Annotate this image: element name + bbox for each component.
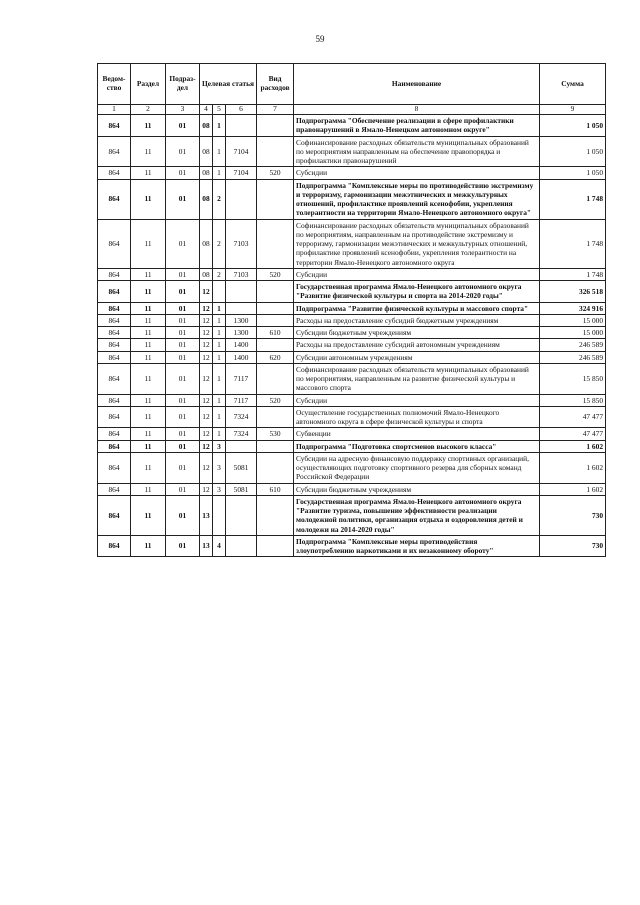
cell-naimenovanie: Субсидии автономным учреждениям	[294, 351, 540, 363]
cell-vid-rashodov: 620	[257, 351, 294, 363]
cell-razdel: 11	[131, 406, 166, 428]
cell-summa: 15 850	[540, 363, 606, 394]
cell-podrazdel: 01	[166, 339, 200, 351]
cell-target-code	[226, 281, 257, 303]
cell-target-program: 12	[200, 394, 213, 406]
cell-summa: 15 000	[540, 314, 606, 326]
cell-target-program: 08	[200, 136, 213, 167]
cell-vedomstvo: 864	[98, 219, 131, 268]
header-row	[98, 64, 606, 105]
cell-vedomstvo: 864	[98, 167, 131, 179]
cell-vid-rashodov	[257, 440, 294, 452]
column-numbers-row	[98, 105, 606, 115]
cell-vedomstvo: 864	[98, 440, 131, 452]
cell-target-subprogram: 3	[213, 440, 226, 452]
cell-vid-rashodov: 530	[257, 428, 294, 440]
table-body	[98, 115, 606, 557]
cell-vid-rashodov	[257, 339, 294, 351]
cell-vid-rashodov: 610	[257, 483, 294, 495]
cell-vedomstvo: 864	[98, 179, 131, 219]
cell-naimenovanie: Подпрограмма "Комплексные меры противодействия злоупотреблению наркотиками и их незаконному обороту"	[294, 535, 540, 557]
cell-target-code: 1300	[226, 327, 257, 339]
cell-razdel: 11	[131, 495, 166, 535]
cell-podrazdel: 01	[166, 440, 200, 452]
table-row	[98, 268, 606, 280]
table-row	[98, 351, 606, 363]
cell-summa: 1 602	[540, 452, 606, 483]
cell-target-code	[226, 179, 257, 219]
cell-razdel: 11	[131, 440, 166, 452]
cell-vid-rashodov	[257, 281, 294, 303]
cell-vid-rashodov	[257, 363, 294, 394]
cell-target-subprogram: 1	[213, 314, 226, 326]
cell-naimenovanie: Подпрограмма "Подготовка спортсменов высокого класса"	[294, 440, 540, 452]
cell-summa: 1 748	[540, 268, 606, 280]
cell-vid-rashodov	[257, 302, 294, 314]
column-number: 9	[540, 105, 606, 115]
cell-podrazdel: 01	[166, 302, 200, 314]
cell-vedomstvo: 864	[98, 428, 131, 440]
cell-summa: 1 602	[540, 483, 606, 495]
cell-vedomstvo: 864	[98, 115, 131, 137]
cell-podrazdel: 01	[166, 495, 200, 535]
cell-target-subprogram: 1	[213, 394, 226, 406]
cell-razdel: 11	[131, 314, 166, 326]
cell-podrazdel: 01	[166, 452, 200, 483]
cell-target-program: 12	[200, 339, 213, 351]
cell-target-program: 12	[200, 406, 213, 428]
cell-podrazdel: 01	[166, 115, 200, 137]
cell-target-subprogram	[213, 495, 226, 535]
cell-razdel: 11	[131, 363, 166, 394]
cell-target-subprogram: 4	[213, 535, 226, 557]
cell-razdel: 11	[131, 281, 166, 303]
cell-naimenovanie: Государственная программа Ямало-Ненецкого автономного округа "Развитие физической культуры и спорта на 2014-2020 годы"	[294, 281, 540, 303]
budget-table	[97, 63, 606, 557]
cell-razdel: 11	[131, 327, 166, 339]
cell-target-subprogram: 3	[213, 483, 226, 495]
cell-razdel: 11	[131, 483, 166, 495]
column-number: 2	[131, 105, 166, 115]
cell-target-program: 12	[200, 327, 213, 339]
column-number: 6	[226, 105, 257, 115]
column-number: 7	[257, 105, 294, 115]
cell-target-program: 12	[200, 314, 213, 326]
cell-podrazdel: 01	[166, 281, 200, 303]
table-row	[98, 406, 606, 428]
table-row	[98, 428, 606, 440]
cell-razdel: 11	[131, 167, 166, 179]
cell-summa: 47 477	[540, 406, 606, 428]
cell-target-code: 7104	[226, 136, 257, 167]
cell-vid-rashodov: 520	[257, 167, 294, 179]
cell-target-subprogram: 1	[213, 167, 226, 179]
cell-summa: 1 050	[540, 167, 606, 179]
cell-target-code	[226, 535, 257, 557]
table-row	[98, 179, 606, 219]
cell-vid-rashodov	[257, 115, 294, 137]
cell-summa: 1 050	[540, 115, 606, 137]
cell-vid-rashodov	[257, 406, 294, 428]
cell-target-code: 7103	[226, 219, 257, 268]
cell-target-subprogram: 1	[213, 351, 226, 363]
cell-target-program: 12	[200, 281, 213, 303]
cell-vid-rashodov: 520	[257, 394, 294, 406]
column-number: 5	[213, 105, 226, 115]
cell-podrazdel: 01	[166, 351, 200, 363]
cell-razdel: 11	[131, 339, 166, 351]
cell-target-program: 08	[200, 268, 213, 280]
cell-target-subprogram: 1	[213, 327, 226, 339]
cell-vedomstvo: 864	[98, 495, 131, 535]
cell-target-subprogram: 3	[213, 452, 226, 483]
cell-naimenovanie: Подпрограмма "Обеспечение реализации в сфере профилактики правонарушений в Ямало-Ненецком автономном округе"	[294, 115, 540, 137]
cell-naimenovanie: Подпрограмма "Комплексные меры по противодействию экстремизму и терроризму, гармонизации межэтнических и межкультурных отношений, профилактике проявлений ксенофобии, укрепления толерантности на территории Ямало-Ненецкого автономного округа"	[294, 179, 540, 219]
header-vid-rashodov: Вид расходов	[257, 64, 294, 105]
cell-summa: 246 589	[540, 351, 606, 363]
cell-naimenovanie: Софинансирование расходных обязательств муниципальных образований по мероприятиям, направленным на развитие физической культуры и массового спорта	[294, 363, 540, 394]
cell-vedomstvo: 864	[98, 394, 131, 406]
cell-target-code: 7104	[226, 167, 257, 179]
cell-vedomstvo: 864	[98, 363, 131, 394]
header-celevaya-statya: Целевая статья	[200, 64, 257, 105]
cell-target-subprogram: 1	[213, 115, 226, 137]
cell-razdel: 11	[131, 351, 166, 363]
cell-naimenovanie: Расходы на предоставление субсидий бюджетным учреждениям	[294, 314, 540, 326]
table-row	[98, 339, 606, 351]
column-number: 8	[294, 105, 540, 115]
cell-target-subprogram: 1	[213, 136, 226, 167]
cell-vid-rashodov	[257, 535, 294, 557]
cell-target-code: 5081	[226, 483, 257, 495]
column-number: 3	[166, 105, 200, 115]
cell-target-subprogram: 1	[213, 363, 226, 394]
cell-vedomstvo: 864	[98, 535, 131, 557]
cell-vedomstvo: 864	[98, 339, 131, 351]
cell-summa: 1 748	[540, 219, 606, 268]
cell-podrazdel: 01	[166, 268, 200, 280]
cell-naimenovanie: Подпрограмма "Развитие физической культуры и массового спорта"	[294, 302, 540, 314]
cell-vedomstvo: 864	[98, 302, 131, 314]
cell-target-subprogram: 2	[213, 268, 226, 280]
cell-target-code	[226, 440, 257, 452]
table-row	[98, 535, 606, 557]
table-row	[98, 115, 606, 137]
cell-razdel: 11	[131, 136, 166, 167]
cell-summa: 324 916	[540, 302, 606, 314]
cell-vedomstvo: 864	[98, 314, 131, 326]
cell-razdel: 11	[131, 428, 166, 440]
cell-naimenovanie: Государственная программа Ямало-Ненецкого автономного округа "Развитие туризма, повышение эффективности реализации молодежной политики, организация отдыха и оздоровления детей и молодежи на 2014-2020 годы"	[294, 495, 540, 535]
cell-summa: 246 589	[540, 339, 606, 351]
header-podrazdel: Подраз-дел	[166, 64, 200, 105]
cell-naimenovanie: Софинансирование расходных обязательств муниципальных образований по мероприятиям, направленным на противодействие экстремизму и терроризму, гармонизации межэтнических и межкультурных отношений, профилактике проявлений ксенофобии, укрепления толерантности на территории Ямало-Ненецкого автономного округа	[294, 219, 540, 268]
table-row	[98, 394, 606, 406]
cell-vedomstvo: 864	[98, 406, 131, 428]
cell-target-subprogram: 1	[213, 339, 226, 351]
cell-summa: 47 477	[540, 428, 606, 440]
cell-target-code: 5081	[226, 452, 257, 483]
cell-summa: 730	[540, 495, 606, 535]
cell-target-subprogram: 1	[213, 428, 226, 440]
table-row	[98, 167, 606, 179]
cell-razdel: 11	[131, 394, 166, 406]
cell-podrazdel: 01	[166, 535, 200, 557]
cell-summa: 1 602	[540, 440, 606, 452]
cell-target-code: 1400	[226, 351, 257, 363]
table-row	[98, 314, 606, 326]
cell-razdel: 11	[131, 219, 166, 268]
cell-vedomstvo: 864	[98, 483, 131, 495]
cell-target-program: 13	[200, 495, 213, 535]
cell-target-program: 08	[200, 167, 213, 179]
cell-vid-rashodov: 610	[257, 327, 294, 339]
cell-podrazdel: 01	[166, 219, 200, 268]
cell-target-program: 12	[200, 428, 213, 440]
cell-target-code: 7324	[226, 406, 257, 428]
cell-summa: 15 000	[540, 327, 606, 339]
cell-naimenovanie: Субсидии на адресную финансовую поддержку спортивных организаций, осуществляющих подготовку спортивного резерва для сборных команд Российской Федерации	[294, 452, 540, 483]
cell-target-code: 7324	[226, 428, 257, 440]
cell-naimenovanie: Субсидии бюджетным учреждениям	[294, 327, 540, 339]
cell-target-program: 12	[200, 363, 213, 394]
cell-target-code	[226, 495, 257, 535]
cell-naimenovanie: Субсидии	[294, 394, 540, 406]
cell-target-code	[226, 302, 257, 314]
cell-summa: 1 050	[540, 136, 606, 167]
cell-razdel: 11	[131, 268, 166, 280]
cell-podrazdel: 01	[166, 483, 200, 495]
cell-target-program: 12	[200, 302, 213, 314]
table-row	[98, 302, 606, 314]
cell-podrazdel: 01	[166, 327, 200, 339]
cell-vid-rashodov: 520	[257, 268, 294, 280]
cell-target-program: 12	[200, 483, 213, 495]
cell-podrazdel: 01	[166, 314, 200, 326]
cell-target-program: 08	[200, 115, 213, 137]
cell-vedomstvo: 864	[98, 136, 131, 167]
cell-target-subprogram: 1	[213, 406, 226, 428]
cell-target-program: 13	[200, 535, 213, 557]
cell-razdel: 11	[131, 179, 166, 219]
table-row	[98, 363, 606, 394]
cell-podrazdel: 01	[166, 136, 200, 167]
cell-podrazdel: 01	[166, 167, 200, 179]
cell-naimenovanie: Субсидии	[294, 268, 540, 280]
cell-naimenovanie: Осуществление государственных полномочий Ямало-Ненецкого автономного округа в сфере физической культуры и спорта	[294, 406, 540, 428]
cell-vedomstvo: 864	[98, 351, 131, 363]
cell-razdel: 11	[131, 115, 166, 137]
cell-target-code: 1400	[226, 339, 257, 351]
cell-summa: 15 850	[540, 394, 606, 406]
table-row	[98, 495, 606, 535]
cell-target-code: 7103	[226, 268, 257, 280]
cell-vid-rashodov	[257, 495, 294, 535]
column-number: 1	[98, 105, 131, 115]
column-number: 4	[200, 105, 213, 115]
cell-razdel: 11	[131, 452, 166, 483]
table-row	[98, 281, 606, 303]
cell-vedomstvo: 864	[98, 281, 131, 303]
cell-summa: 1 748	[540, 179, 606, 219]
cell-podrazdel: 01	[166, 179, 200, 219]
cell-vid-rashodov	[257, 136, 294, 167]
table-row	[98, 440, 606, 452]
cell-vid-rashodov	[257, 452, 294, 483]
cell-target-program: 08	[200, 219, 213, 268]
cell-target-code	[226, 115, 257, 137]
header-naimenovanie: Наименование	[294, 64, 540, 105]
cell-naimenovanie: Субвенции	[294, 428, 540, 440]
header-razdel: Раздел	[131, 64, 166, 105]
cell-podrazdel: 01	[166, 428, 200, 440]
cell-naimenovanie: Софинансирование расходных обязательств муниципальных образований по мероприятиям направленным на обеспечение правопорядка и профилактики правонарушений	[294, 136, 540, 167]
cell-podrazdel: 01	[166, 394, 200, 406]
cell-vedomstvo: 864	[98, 268, 131, 280]
table-row	[98, 136, 606, 167]
cell-target-subprogram: 1	[213, 302, 226, 314]
table-row	[98, 483, 606, 495]
header-summa: Сумма	[540, 64, 606, 105]
cell-summa: 730	[540, 535, 606, 557]
cell-naimenovanie: Субсидии бюджетным учреждениям	[294, 483, 540, 495]
cell-target-code: 7117	[226, 394, 257, 406]
cell-summa: 326 518	[540, 281, 606, 303]
cell-podrazdel: 01	[166, 406, 200, 428]
page-number: 59	[315, 34, 325, 44]
table-row	[98, 327, 606, 339]
cell-target-program: 12	[200, 351, 213, 363]
cell-target-program: 08	[200, 179, 213, 219]
cell-vedomstvo: 864	[98, 327, 131, 339]
cell-vedomstvo: 864	[98, 452, 131, 483]
cell-podrazdel: 01	[166, 363, 200, 394]
cell-razdel: 11	[131, 535, 166, 557]
cell-razdel: 11	[131, 302, 166, 314]
cell-target-subprogram: 2	[213, 219, 226, 268]
table-row	[98, 452, 606, 483]
cell-vid-rashodov	[257, 179, 294, 219]
cell-target-subprogram: 2	[213, 179, 226, 219]
header-vedomstvo: Ведом-ство	[98, 64, 131, 105]
cell-vid-rashodov	[257, 219, 294, 268]
cell-target-program: 12	[200, 440, 213, 452]
table-row	[98, 219, 606, 268]
cell-target-code: 1300	[226, 314, 257, 326]
cell-vid-rashodov	[257, 314, 294, 326]
cell-naimenovanie: Субсидии	[294, 167, 540, 179]
cell-target-code: 7117	[226, 363, 257, 394]
cell-target-program: 12	[200, 452, 213, 483]
cell-target-subprogram	[213, 281, 226, 303]
cell-naimenovanie: Расходы на предоставление субсидий автономным учреждениям	[294, 339, 540, 351]
